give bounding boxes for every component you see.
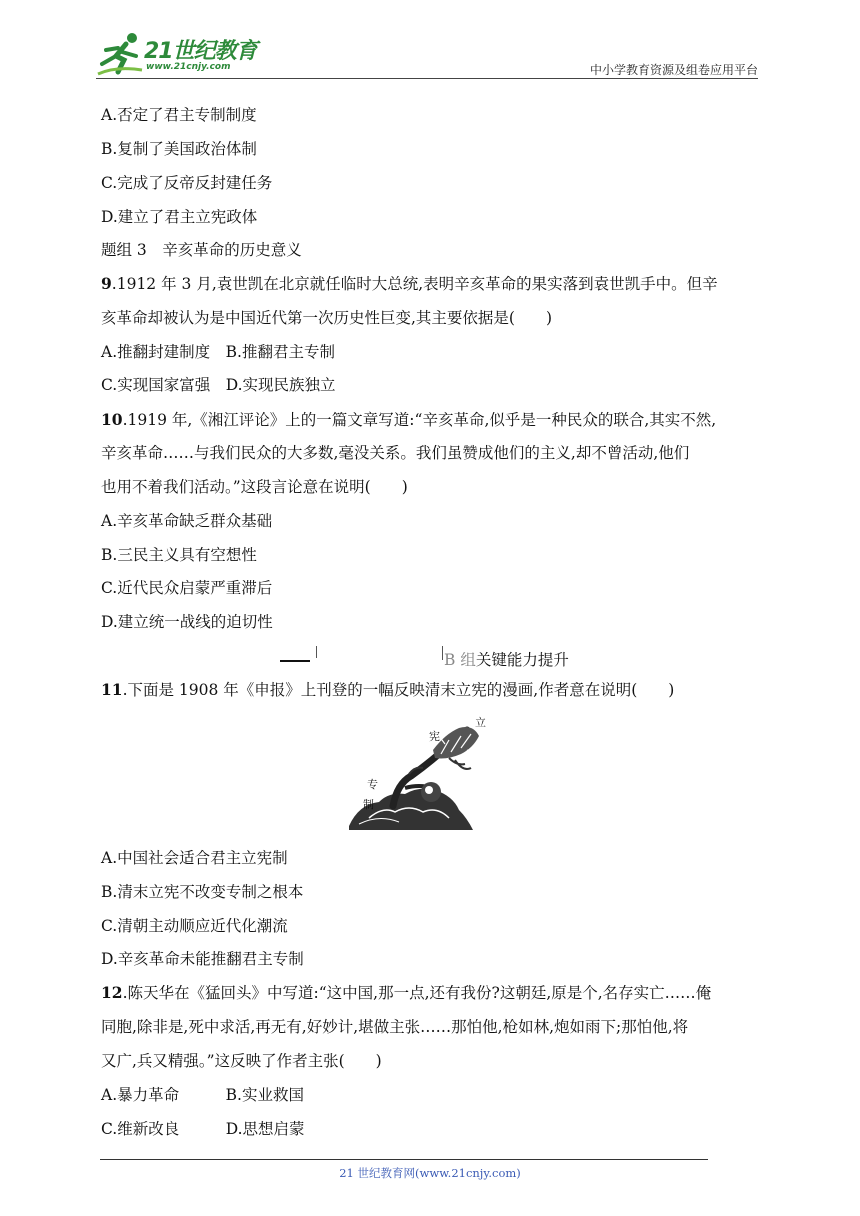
q10-stem-line-2: 辛亥革命……与我们民众的大多数,毫没关系。我们虽赞成他们的主义,却不曾活动,他们 xyxy=(101,444,690,462)
cartoon-drawing xyxy=(349,714,481,832)
q8-option-a: A.否定了君主专制制度 xyxy=(101,106,257,124)
header-divider xyxy=(96,78,758,79)
footer-divider xyxy=(100,1159,708,1160)
q8-option-c: C.完成了反帝反封建任务 xyxy=(101,174,273,192)
group-3-heading: 题组 3 辛亥革命的历史意义 xyxy=(101,241,302,259)
q12-text-1: .陈天华在《猛回头》中写道:“这中国,那一点,还有我份?这朝廷,原是个,名存实亡……俺 xyxy=(122,984,712,1002)
cartoon-label-zhi: 制 xyxy=(363,798,374,811)
logo-url: www.21cnjy.com xyxy=(146,62,231,72)
q10-option-b: B.三民主义具有空想性 xyxy=(101,546,257,564)
q10-stem-line-1 xyxy=(101,410,716,430)
site-logo xyxy=(96,30,266,78)
q8-option-b: B.复制了美国政治体制 xyxy=(101,140,257,158)
section-marker-left xyxy=(316,646,317,658)
q9-stem-line-2: 亥革命却被认为是中国近代第一次历史性巨变,其主要依据是( ) xyxy=(101,309,553,327)
section-b-title: 关键能力提升 xyxy=(475,651,569,669)
q11-option-d: D.辛亥革命未能推翻君主专制 xyxy=(101,950,304,968)
q12-stem-line-3: 又广,兵又精强。”这反映了作者主张( ) xyxy=(101,1052,382,1070)
platform-title: 中小学教育资源及组卷应用平台 xyxy=(589,63,758,77)
section-b-heading xyxy=(280,646,620,668)
footer-link[interactable]: 21 世纪教育网(www.21cnjy.com) xyxy=(339,1166,521,1180)
section-dash xyxy=(280,660,310,662)
cartoon-label-zhuan: 专 xyxy=(367,778,378,791)
section-b-label xyxy=(444,648,569,670)
q10-option-d: D.建立统一战线的迫切性 xyxy=(101,613,273,631)
runner-icon xyxy=(96,30,146,76)
q11-text: .下面是 1908 年《申报》上刊登的一幅反映清末立宪的漫画,作者意在说明( ) xyxy=(122,681,675,699)
q12-options-ab: A.暴力革命 B.实业救国 xyxy=(101,1086,304,1104)
q11-stem xyxy=(101,680,674,700)
q12-stem-line-2: 同胞,除非是,死中求活,再无有,好妙计,堪做主张……那怕他,枪如林,炮如雨下;那怕他,将 xyxy=(101,1018,689,1036)
q11-option-b: B.清末立宪不改变专制之根本 xyxy=(101,883,304,901)
q10-option-c: C.近代民众启蒙严重滞后 xyxy=(101,579,273,597)
q10-number: 10 xyxy=(101,410,123,429)
q10-option-a: A.辛亥革命缺乏群众基础 xyxy=(101,512,273,530)
section-marker-right xyxy=(442,646,443,660)
q12-options-cd: C.维新改良 D.思想启蒙 xyxy=(101,1120,305,1138)
q9-options-cd: C.实现国家富强 D.实现民族独立 xyxy=(101,376,336,394)
q12-stem-line-1 xyxy=(101,983,711,1003)
section-b-prefix: B 组 xyxy=(444,651,476,669)
logo-text: 21世纪教育 xyxy=(144,39,257,64)
constitution-cartoon xyxy=(349,714,486,832)
q9-text-1: .1912 年 3 月,袁世凯在北京就任临时大总统,表明辛亥革命的果实落到袁世凯手中。但辛 xyxy=(111,275,718,293)
q11-option-c: C.清朝主动顺应近代化潮流 xyxy=(101,917,288,935)
q9-options-ab: A.推翻封建制度 B.推翻君主专制 xyxy=(101,343,335,361)
q9-stem-line-1 xyxy=(101,274,718,294)
q8-option-d: D.建立了君主立宪政体 xyxy=(101,208,258,226)
cartoon-label-xian: 宪 xyxy=(429,730,440,743)
q9-number: 9 xyxy=(101,274,112,293)
q12-number: 12 xyxy=(101,983,123,1002)
cartoon-label-li: 立 xyxy=(475,716,486,729)
page-header xyxy=(96,30,758,80)
q11-number: 11 xyxy=(101,680,123,699)
q10-stem-line-3: 也用不着我们活动。”这段言论意在说明( ) xyxy=(101,478,408,496)
q11-option-a: A.中国社会适合君主立宪制 xyxy=(101,849,288,867)
q10-text-1: .1919 年,《湘江评论》上的一篇文章写道:“辛亥革命,似乎是一种民众的联合,其实不然, xyxy=(122,411,717,429)
